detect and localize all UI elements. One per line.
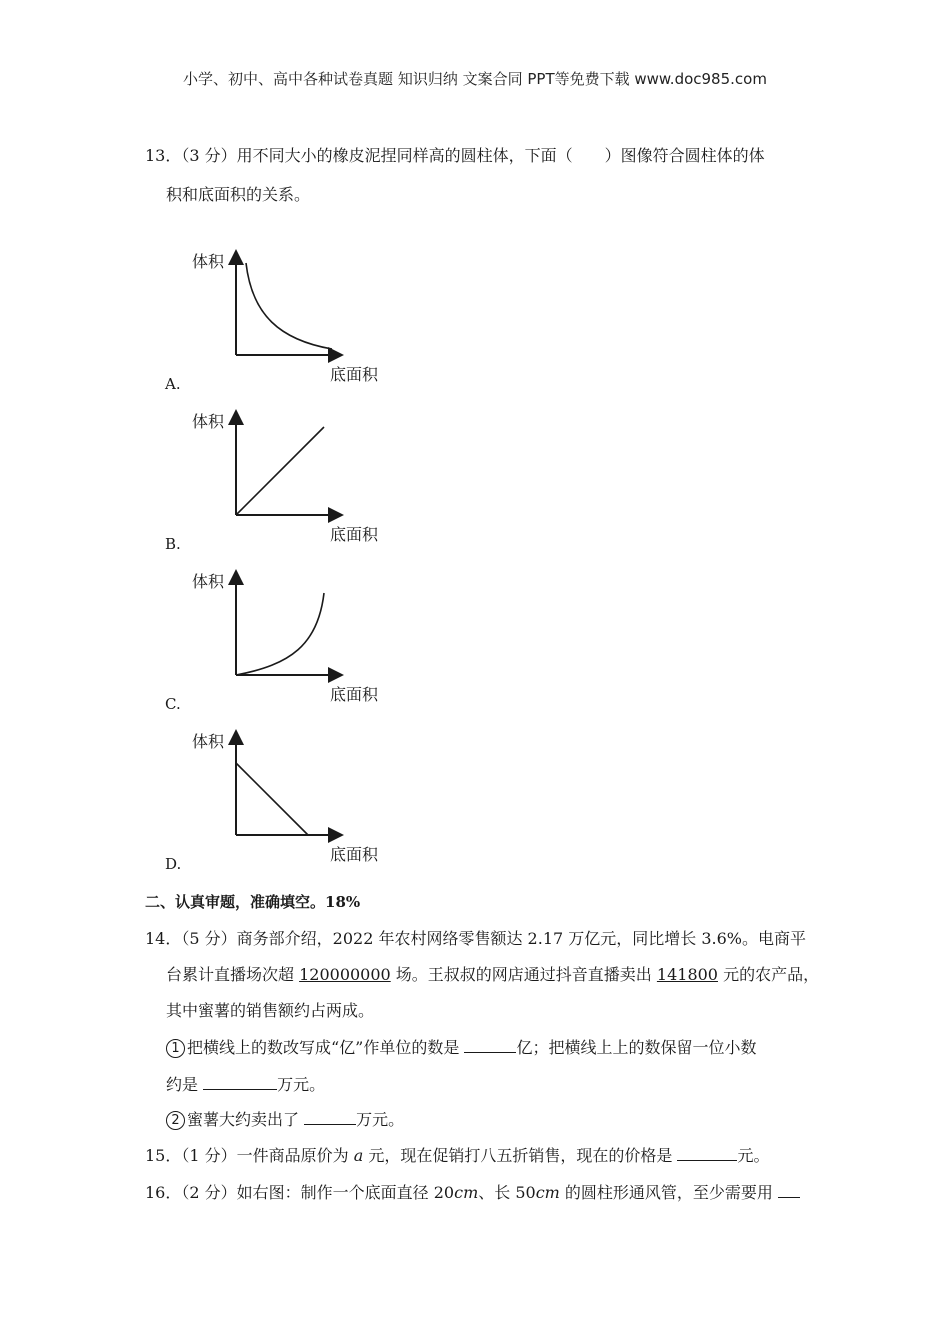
- q13-text-b: 积和底面积的关系。: [166, 185, 311, 204]
- variable-a: a: [353, 1146, 364, 1165]
- q15-number: 15．: [145, 1146, 182, 1165]
- q13-score: （3 分）: [181, 146, 237, 165]
- graph-option-c: [190, 565, 390, 705]
- answer-blank-5[interactable]: [778, 1182, 800, 1198]
- y-axis-label: 体积: [192, 732, 225, 751]
- q16-score: （2 分）: [181, 1183, 237, 1202]
- x-axis-label: 底面积: [330, 525, 379, 544]
- q14-text-2c: 元的农产品，: [717, 965, 820, 984]
- y-axis-label: 体积: [192, 252, 225, 271]
- q14-text-1: 商务部介绍，2022 年农村网络零售额达 2.17 万亿元，同比增长 3.6%。电商平: [236, 929, 806, 948]
- page-header: 小学、初中、高中各种试卷真题 知识归纳 文案合同 PPT等免费下载 www.doc985.com: [183, 70, 767, 88]
- answer-blank-1[interactable]: [464, 1037, 516, 1053]
- q14-sub-1: [166, 1037, 756, 1058]
- sub1-text-c: 约是: [166, 1075, 204, 1094]
- answer-blank-4[interactable]: [677, 1145, 737, 1161]
- q16-text-a: 如右图：制作一个底面直径 20: [236, 1183, 455, 1202]
- underlined-number-2: 141800: [656, 965, 718, 984]
- q15-text-b: 元，现在促销打八五折销售，现在的价格是: [363, 1146, 678, 1165]
- q15-text-a: 一件商品原价为: [236, 1146, 354, 1165]
- section-heading: 二、认真审题，准确填空。18%: [145, 893, 361, 911]
- q15-line: [145, 1145, 770, 1166]
- unit-cm-1: cm: [454, 1183, 479, 1202]
- q16-line: [145, 1182, 800, 1203]
- circled-number-2: 2: [166, 1111, 185, 1130]
- curve-c: [236, 593, 324, 675]
- q14-line-2: [166, 965, 819, 985]
- q14-text-2a: 台累计直播场次超: [166, 965, 300, 984]
- x-axis-label: 底面积: [330, 365, 379, 384]
- q14-score: （5 分）: [181, 929, 237, 948]
- q13-number: 13．: [145, 146, 182, 165]
- q13-line-1: [145, 146, 765, 166]
- curve-d: [236, 763, 308, 835]
- y-axis-label: 体积: [192, 572, 225, 591]
- option-b-label: B.: [165, 535, 181, 553]
- curve-a: [246, 263, 332, 349]
- q15-score: （1 分）: [181, 1146, 237, 1165]
- q14-line-1: [145, 929, 806, 949]
- q14-line-3: 其中蜜薯的销售额约占两成。: [166, 1001, 375, 1020]
- sub2-text-b: 万元。: [356, 1110, 405, 1129]
- q14-sub-1-cont: [166, 1074, 325, 1095]
- q14-text-2b: 场。王叔叔的网店通过抖音直播卖出: [390, 965, 657, 984]
- option-d-label: D.: [165, 855, 182, 873]
- graph-option-b: [190, 405, 390, 545]
- x-axis-label: 底面积: [330, 845, 379, 864]
- answer-blank-2[interactable]: [203, 1074, 277, 1090]
- q13-text-a: 用不同大小的橡皮泥捏同样高的圆柱体，下面（ ）图像符合圆柱体的体: [236, 146, 765, 165]
- underlined-number-1: 120000000: [299, 965, 391, 984]
- circled-number-1: 1: [166, 1039, 185, 1058]
- sub2-text-a: 蜜薯大约卖出了: [187, 1110, 305, 1129]
- unit-cm-2: cm: [535, 1183, 560, 1202]
- sub1-text-d: 万元。: [277, 1075, 326, 1094]
- q14-sub-2: [166, 1109, 404, 1130]
- sub1-text-a: 把横线上的数改写成“亿”作单位的数是: [187, 1038, 465, 1057]
- q15-text-c: 元。: [737, 1146, 770, 1165]
- x-axis-label: 底面积: [330, 685, 379, 704]
- graph-option-d: [190, 725, 390, 865]
- graph-option-a: [190, 245, 390, 385]
- q16-text-c: 的圆柱形通风管，至少需要用: [559, 1183, 779, 1202]
- q14-number: 14．: [145, 929, 182, 948]
- answer-blank-3[interactable]: [304, 1109, 356, 1125]
- q16-text-b: 、长 50: [478, 1183, 536, 1202]
- curve-b: [236, 427, 324, 515]
- sub1-text-b: 亿；把横线上上的数保留一位小数: [516, 1038, 757, 1057]
- option-c-label: C.: [165, 695, 181, 713]
- option-a-label: A.: [165, 375, 181, 393]
- q16-number: 16．: [145, 1183, 182, 1202]
- y-axis-label: 体积: [192, 412, 225, 431]
